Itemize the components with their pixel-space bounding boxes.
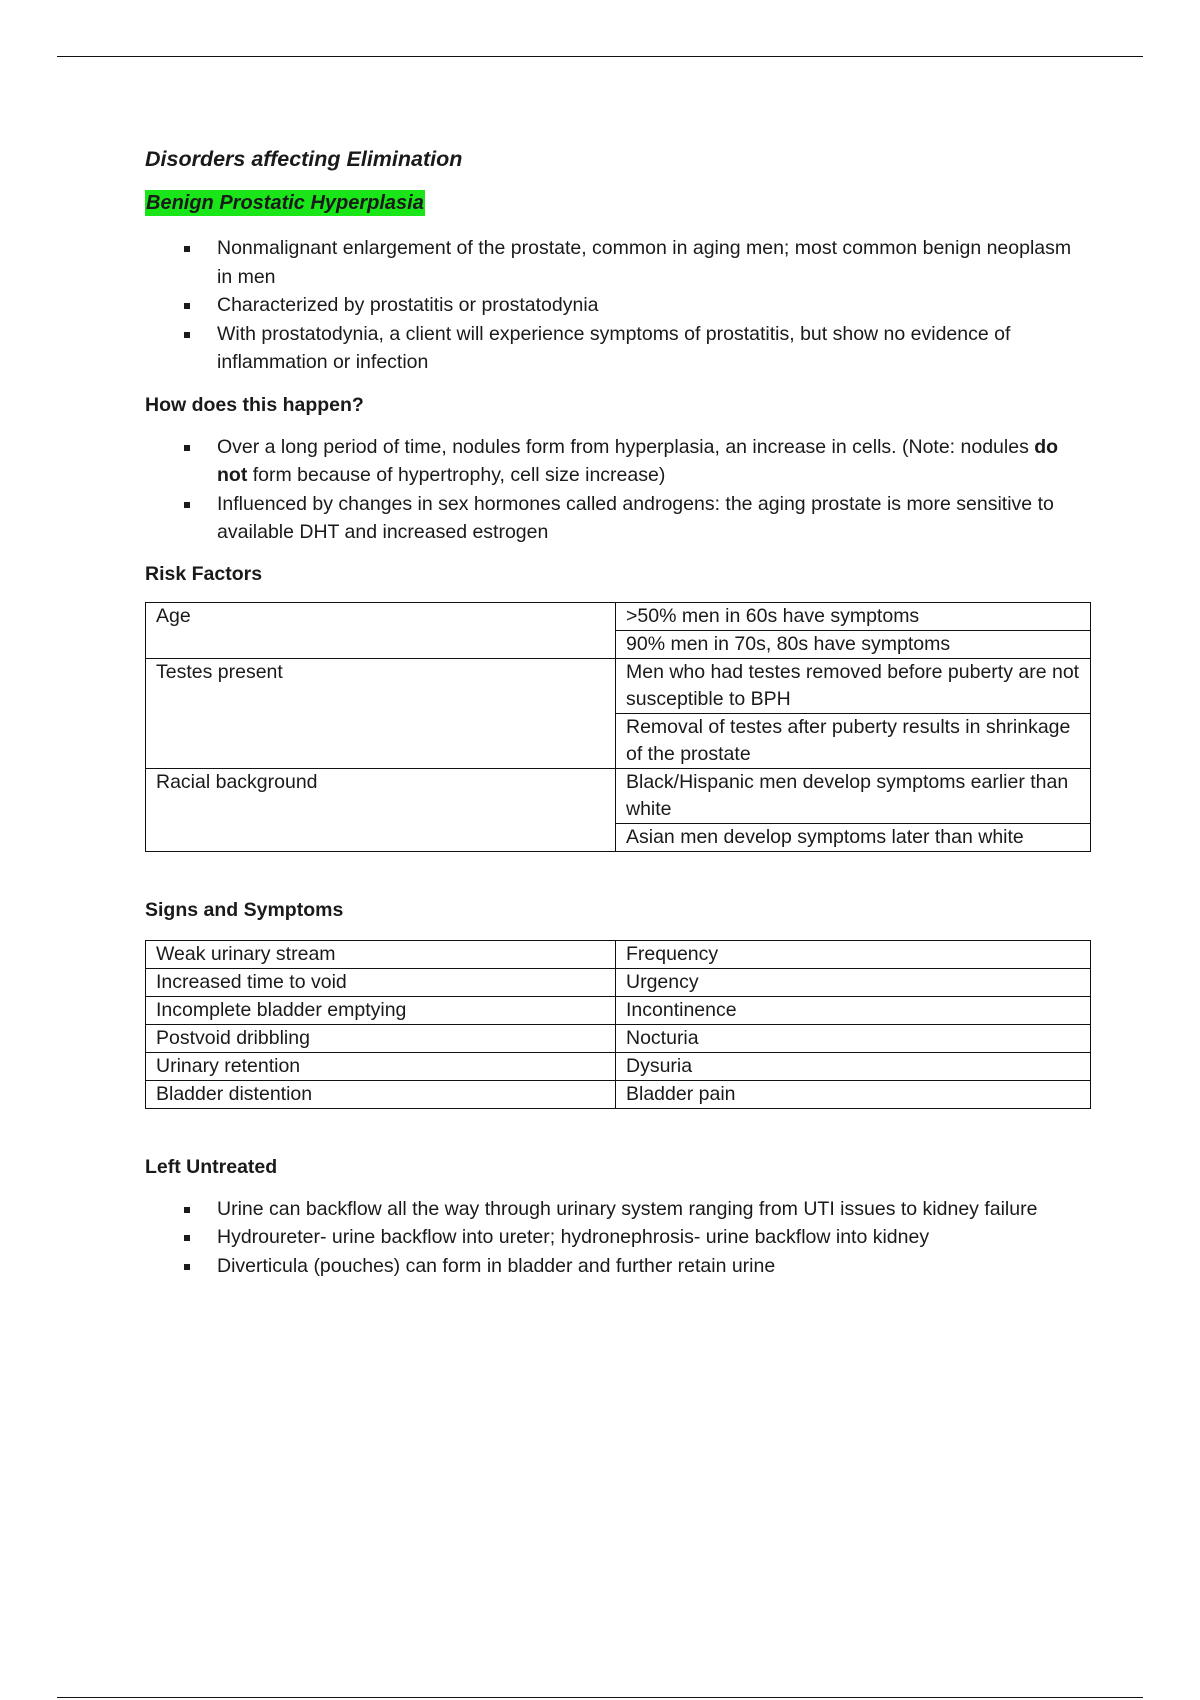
list-item: Influenced by changes in sex hormones called androgens: the aging prostate is more sensitive to available DHT and increased estrogen xyxy=(145,490,1090,547)
signs-symptoms-table xyxy=(145,940,1091,1109)
table-row xyxy=(146,768,1091,823)
table-cell: Asian men develop symptoms later than white xyxy=(616,823,1091,851)
table-row xyxy=(146,996,1091,1024)
table-cell: >50% men in 60s have symptoms xyxy=(616,602,1091,630)
section-title-wrap xyxy=(145,175,1090,216)
table-cell: Men who had testes removed before puberty are not susceptible to BPH xyxy=(616,658,1091,713)
document-body xyxy=(145,143,1090,1280)
top-rule xyxy=(57,56,1143,57)
list-item: Urine can backflow all the way through urinary system ranging from UTI issues to kidney failure xyxy=(145,1195,1090,1224)
list-item: Characterized by prostatitis or prostatodynia xyxy=(145,291,1090,320)
signs-symptoms-heading: Signs and Symptoms xyxy=(145,898,344,921)
table-row xyxy=(146,968,1091,996)
risk-factors-heading: Risk Factors xyxy=(145,562,263,585)
list-item-text: Over a long period of time, nodules form from hyperplasia, an increase in cells. (Note: nodules xyxy=(217,435,1035,458)
table-cell: 90% men in 70s, 80s have symptoms xyxy=(616,630,1091,658)
table-cell: Weak urinary stream xyxy=(146,940,616,968)
table-cell: Frequency xyxy=(616,940,1091,968)
table-cell: Postvoid dribbling xyxy=(146,1024,616,1052)
table-cell: Testes present xyxy=(146,658,616,768)
list-item: With prostatodynia, a client will experience symptoms of prostatitis, but show no evidence of inflammation or infection xyxy=(145,320,1090,377)
table-cell: Increased time to void xyxy=(146,968,616,996)
table-row xyxy=(146,940,1091,968)
table-cell: Removal of testes after puberty results in shrinkage of the prostate xyxy=(616,713,1091,768)
table-row xyxy=(146,1024,1091,1052)
table-row xyxy=(146,602,1091,630)
table-cell: Bladder distention xyxy=(146,1080,616,1108)
bottom-rule xyxy=(57,1697,1143,1698)
table-cell: Nocturia xyxy=(616,1024,1091,1052)
list-item-text: form because of hypertrophy, cell size increase) xyxy=(247,464,666,486)
table-row xyxy=(146,1080,1091,1108)
list-item: Hydroureter- urine backflow into ureter; hydronephrosis- urine backflow into kidney xyxy=(145,1223,1090,1252)
untreated-bullet-list xyxy=(145,1195,1090,1281)
intro-bullet-list xyxy=(145,234,1090,377)
table-cell: Incontinence xyxy=(616,996,1091,1024)
list-item: Nonmalignant enlargement of the prostate, common in aging men; most common benign neoplasm in men xyxy=(145,234,1090,291)
how-heading: How does this happen? xyxy=(145,393,364,416)
table-cell: Dysuria xyxy=(616,1052,1091,1080)
how-bullet-list xyxy=(145,433,1090,547)
document-title: Disorders affecting Elimination xyxy=(145,147,463,171)
table-cell: Incomplete bladder emptying xyxy=(146,996,616,1024)
section-title-highlighted: Benign Prostatic Hyperplasia xyxy=(146,192,424,214)
table-row xyxy=(146,658,1091,713)
list-item xyxy=(145,433,1090,490)
left-untreated-heading: Left Untreated xyxy=(145,1155,278,1178)
list-item: Diverticula (pouches) can form in bladder and further retain urine xyxy=(145,1252,1090,1281)
table-cell: Urinary retention xyxy=(146,1052,616,1080)
table-row xyxy=(146,1052,1091,1080)
emphasis-text: do not xyxy=(217,435,1059,486)
table-cell: Urgency xyxy=(616,968,1091,996)
risk-factors-table xyxy=(145,602,1091,852)
table-cell: Black/Hispanic men develop symptoms earlier than white xyxy=(616,768,1091,823)
table-cell: Racial background xyxy=(146,768,616,851)
table-cell: Bladder pain xyxy=(616,1080,1091,1108)
table-cell: Age xyxy=(146,602,616,658)
